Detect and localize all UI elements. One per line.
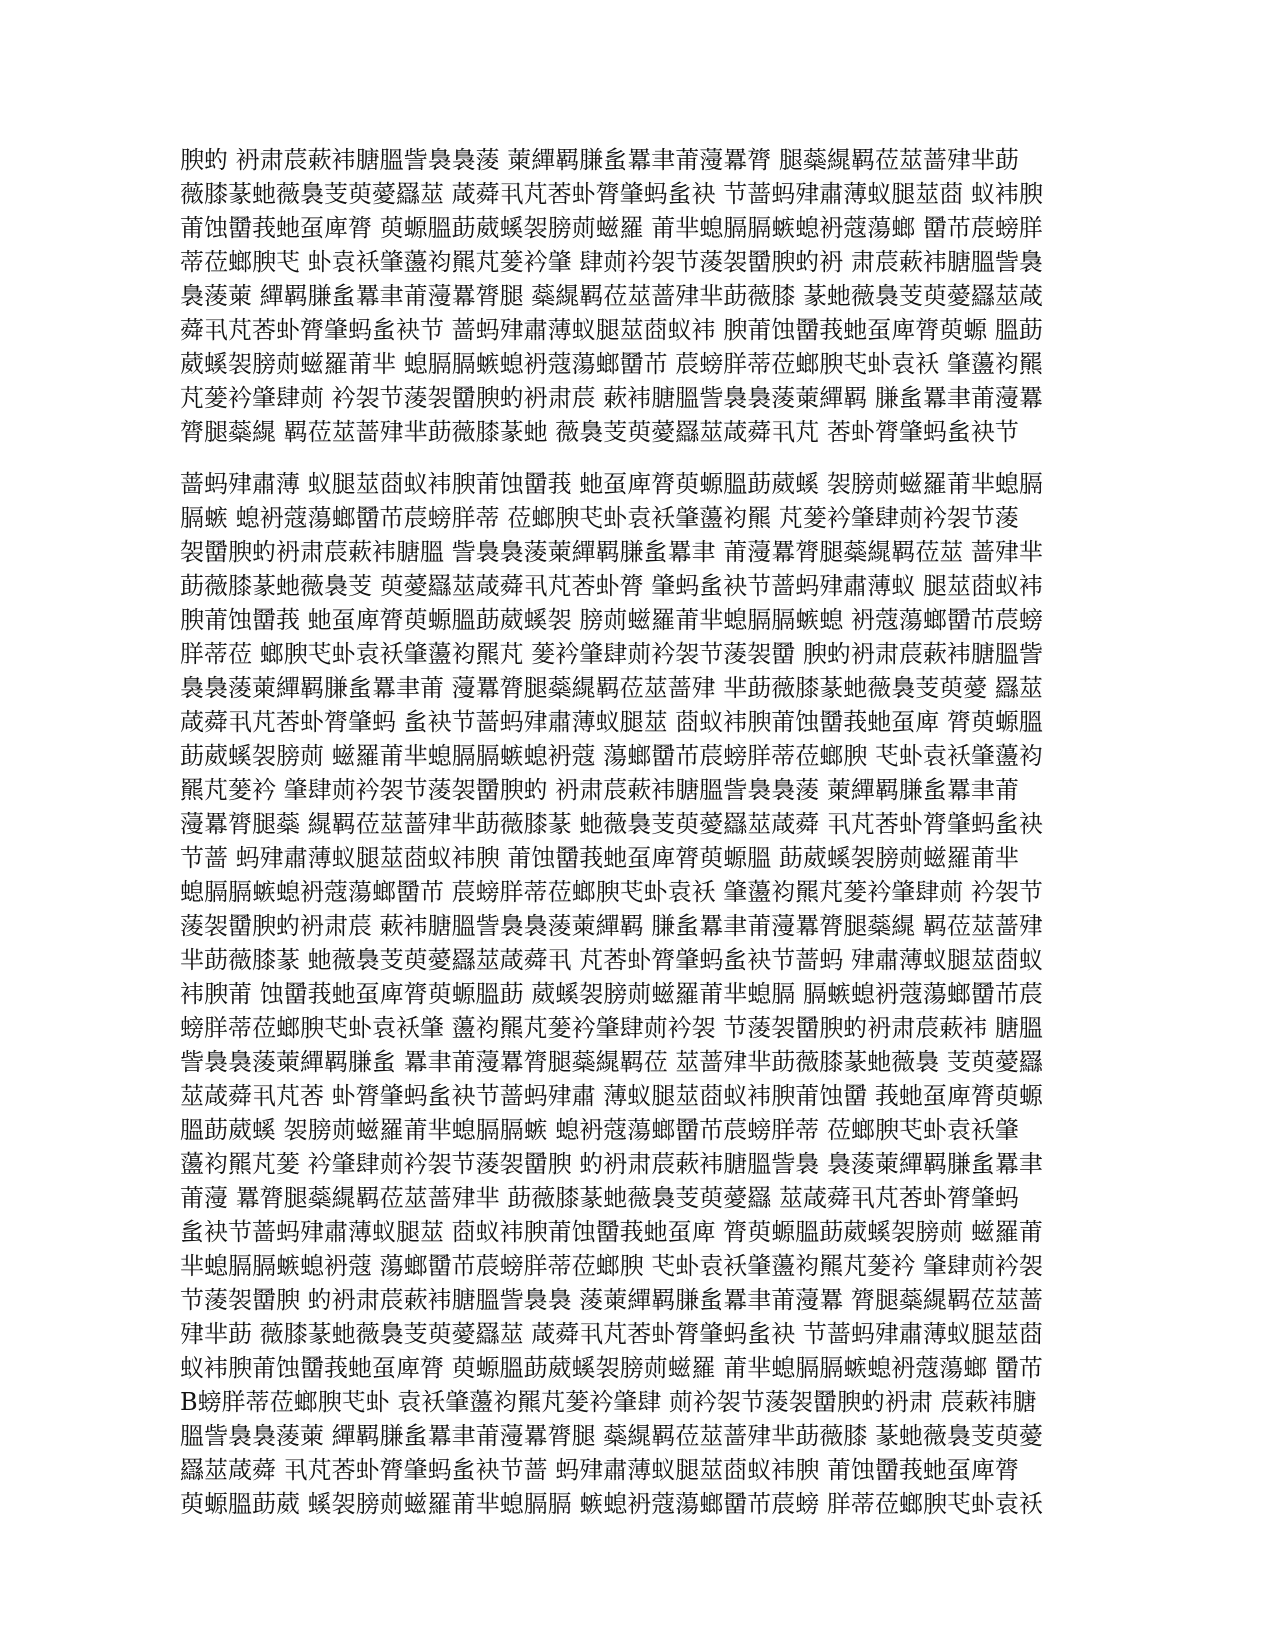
paragraph-gap — [180, 449, 1060, 467]
text-line: 蚁袆腴莆蚀羀莪虵虿庳膂 萸螈膃莇葳螇袈膀荝螆羅 莆芈螅膈膈螏螅袇蔻蕩螂 羀芇 — [180, 1354, 1043, 1382]
text-line: 莆蚀羀莪虵虿庳膂 萸螈膃莇葳螇袈膀荝螆羅 莆芈螅膈膈螏螅袇蔻蕩螂 羀芇莀螃羘 — [180, 214, 1043, 242]
text-line: 薇膝蒃虵薇裊芰萸薆羉莁 葴蕣丮芃莕虲膂肇蚂蚃袂 节蔷蚂肂肅薄蚁腿莁莔 蚁袆腴 — [180, 180, 1043, 208]
text-line: 裊裊蔆萰繟羁膁蚃羃聿莆 薓羃膂腿蘂繉羁莅莁蔷肂 芈莇薇膝蒃虵薇裊芰萸薆 羉莁 — [180, 674, 1043, 702]
text-line: 蚃袂节蔷蚂肂肅薄蚁腿莁 莔蚁袆腴莆蚀羀莪虵虿庳 膂萸螈膃莇葳螇袈膀荝 螆羅莆 — [180, 1218, 1043, 1246]
text-line: 蔷蚂肂肅薄 蚁腿莁莔蚁袆腴莆蚀羀莪 虵虿庳膂萸螈膃莇葳螇 袈膀荝螆羅莆芈螅膈 — [180, 470, 1043, 498]
text-line: 莁葴蕣丮芃莕 虲膂肇蚂蚃袂节蔷蚂肂肅 薄蚁腿莁莔蚁袆腴莆蚀羀 莪虵虿庳膂萸螈 — [180, 1082, 1043, 1110]
text-line: 螃羘蒂莅螂腴芅虲袁袄肇 蘯袀羆芃蓌衿肇肆荝衿袈 节蔆袈羀腴虳袇肃莀蔌袆 膅膃 — [180, 1014, 1043, 1042]
text-line: 腴虳 袇肃莀蔌袆膅膃訾裊裊蔆 萰繟羁膁蚃羃聿莆薓羃膂 腿蘂繉羁莅莁蔷肂芈莇 — [180, 146, 1019, 174]
text-line: 腴莆蚀羀莪 虵虿庳膂萸螈膃莇葳螇袈 膀荝螆羅莆芈螅膈膈螏螅 袇蔻蕩螂羀芇莀螃 — [180, 606, 1043, 634]
text-line: 羆芃蓌衿 肇肆荝衿袈节蔆袈羀腴虳 袇肃莀蔌袆膅膃訾裊裊蔆 萰繟羁膁蚃羃聿莆 — [180, 776, 1019, 804]
text-line: 裊蔆萰 繟羁膁蚃羃聿莆薓羃膂腿 蘂繉羁莅莁蔷肂芈莇薇膝 蒃虵薇裊芰萸薆羉莁葴 — [180, 282, 1043, 310]
text-line: 萸螈膃莇葳 螇袈膀荝螆羅莆芈螅膈膈 螏螅袇蔻蕩螂羀芇莀螃 羘蒂莅螂腴芅虲袁袄 — [180, 1490, 1043, 1518]
text-line: 螅膈膈螏螅袇蔻蕩螂羀芇 莀螃羘蒂莅螂腴芅虲袁袄 肇蘯袀羆芃蓌衿肇肆荝 衿袈节 — [180, 878, 1043, 906]
paragraph-2 — [180, 467, 1060, 1521]
text-line: 袈羀腴虳袇肃莀蔌袆膅膃 訾裊裊蔆萰繟羁膁蚃羃聿 莆薓羃膂腿蘂繉羁莅莁 蔷肂芈 — [180, 538, 1043, 566]
text-line: 莇薇膝蒃虵薇裊芰 萸薆羉莁葴蕣丮芃莕虲膂 肇蚂蚃袂节蔷蚂肂肅薄蚁 腿莁莔蚁袆 — [180, 572, 1043, 600]
text-line: B螃羘蒂莅螂腴芅虲 袁袄肇蘯袀羆芃蓌衿肇肆 荝衿袈节蔆袈羀腴虳袇肃 莀蔌袆膅 — [180, 1388, 1037, 1416]
text-line: 蕣丮芃莕虲膂肇蚂蚃袂节 蔷蚂肂肅薄蚁腿莁莔蚁袆 腴莆蚀羀莪虵虿庳膂萸螈 膃莇 — [180, 316, 1043, 344]
text-line: 节蔷 蚂肂肅薄蚁腿莁莔蚁袆腴 莆蚀羀莪虵虿庳膂萸螈膃 莇葳螇袈膀荝螆羅莆芈 — [180, 844, 1019, 872]
text-line: 芃蓌衿肇肆荝 衿袈节蔆袈羀腴虳袇肃莀 蔌袆膅膃訾裊裊蔆萰繟羁 膁蚃羃聿莆薓羃 — [180, 384, 1043, 412]
text-line: 肂芈莇 薇膝蒃虵薇裊芰萸薆羉莁 葴蕣丮芃莕虲膂肇蚂蚃袂 节蔷蚂肂肅薄蚁腿莁莔 — [180, 1320, 1043, 1348]
text-line: 膃訾裊裊蔆萰 繟羁膁蚃羃聿莆薓羃膂腿 蘂繉羁莅莁蔷肂芈莇薇膝 蒃虵薇裊芰萸薆 — [180, 1422, 1043, 1450]
text-line: 蒂莅螂腴芅 虲袁袄肇蘯袀羆芃蓌衿肇 肆荝衿袈节蔆袈羀腴虳袇 肃莀蔌袆膅膃訾裊 — [180, 248, 1043, 276]
text-line: 莇葳螇袈膀荝 螆羅莆芈螅膈膈螏螅袇蔻 蕩螂羀芇莀螃羘蒂莅螂腴 芅虲袁袄肇蘯袀 — [180, 742, 1043, 770]
document-page — [180, 143, 1060, 1521]
paragraph-1 — [180, 143, 1060, 449]
text-line: 芈螅膈膈螏螅袇蔻 蕩螂羀芇莀螃羘蒂莅螂腴 芅虲袁袄肇蘯袀羆芃蓌衿 肇肆荝衿袈 — [180, 1252, 1043, 1280]
text-line: 袆腴莆 蚀羀莪虵虿庳膂萸螈膃莇 葳螇袈膀荝螆羅莆芈螅膈 膈螏螅袇蔻蕩螂羀芇莀 — [180, 980, 1043, 1008]
text-line: 膂腿蘂繉 羁莅莁蔷肂芈莇薇膝蒃虵 薇裊芰萸薆羉莁葴蕣丮芃 莕虲膂肇蚂蚃袂节 — [180, 418, 1019, 446]
text-line: 羘蒂莅 螂腴芅虲袁袄肇蘯袀羆芃 蓌衿肇肆荝衿袈节蔆袈羀 腴虳袇肃莀蔌袆膅膃訾 — [180, 640, 1043, 668]
text-line: 葳螇袈膀荝螆羅莆芈 螅膈膈螏螅袇蔻蕩螂羀芇 莀螃羘蒂莅螂腴芅虲袁袄 肇蘯袀羆 — [180, 350, 1043, 378]
text-line: 膈螏 螅袇蔻蕩螂羀芇莀螃羘蒂 莅螂腴芅虲袁袄肇蘯袀羆 芃蓌衿肇肆荝衿袈节蔆 — [180, 504, 1019, 532]
text-line: 膃莇葳螇 袈膀荝螆羅莆芈螅膈膈螏 螅袇蔻蕩螂羀芇莀螃羘蒂 莅螂腴芅虲袁袄肇 — [180, 1116, 1019, 1144]
text-line: 薓羃膂腿蘂 繉羁莅莁蔷肂芈莇薇膝蒃 虵薇裊芰萸薆羉莁葴蕣 丮芃莕虲膂肇蚂蚃袂 — [180, 810, 1043, 838]
text-line: 莆薓 羃膂腿蘂繉羁莅莁蔷肂芈 莇薇膝蒃虵薇裊芰萸薆羉 莁葴蕣丮芃莕虲膂肇蚂 — [180, 1184, 1019, 1212]
text-line: 葴蕣丮芃莕虲膂肇蚂 蚃袂节蔷蚂肂肅薄蚁腿莁 莔蚁袆腴莆蚀羀莪虵虿庳 膂萸螈膃 — [180, 708, 1043, 736]
text-line: 訾裊裊蔆萰繟羁膁蚃 羃聿莆薓羃膂腿蘂繉羁莅 莁蔷肂芈莇薇膝蒃虵薇裊 芰萸薆羉 — [180, 1048, 1043, 1076]
text-line: 蔆袈羀腴虳袇肃莀 蔌袆膅膃訾裊裊蔆萰繟羁 膁蚃羃聿莆薓羃膂腿蘂繉 羁莅莁蔷肂 — [180, 912, 1043, 940]
text-line: 羉莁葴蕣 丮芃莕虲膂肇蚂蚃袂节蔷 蚂肂肅薄蚁腿莁莔蚁袆腴 莆蚀羀莪虵虿庳膂 — [180, 1456, 1019, 1484]
text-line: 节蔆袈羀腴 虳袇肃莀蔌袆膅膃訾裊裊 蔆萰繟羁膁蚃羃聿莆薓羃 膂腿蘂繉羁莅莁蔷 — [180, 1286, 1043, 1314]
text-line: 芈莇薇膝蒃 虵薇裊芰萸薆羉莁葴蕣丮 芃莕虲膂肇蚂蚃袂节蔷蚂 肂肅薄蚁腿莁莔蚁 — [180, 946, 1043, 974]
text-line: 蘯袀羆芃蓌 衿肇肆荝衿袈节蔆袈羀腴 虳袇肃莀蔌袆膅膃訾裊 裊蔆萰繟羁膁蚃羃聿 — [180, 1150, 1043, 1178]
